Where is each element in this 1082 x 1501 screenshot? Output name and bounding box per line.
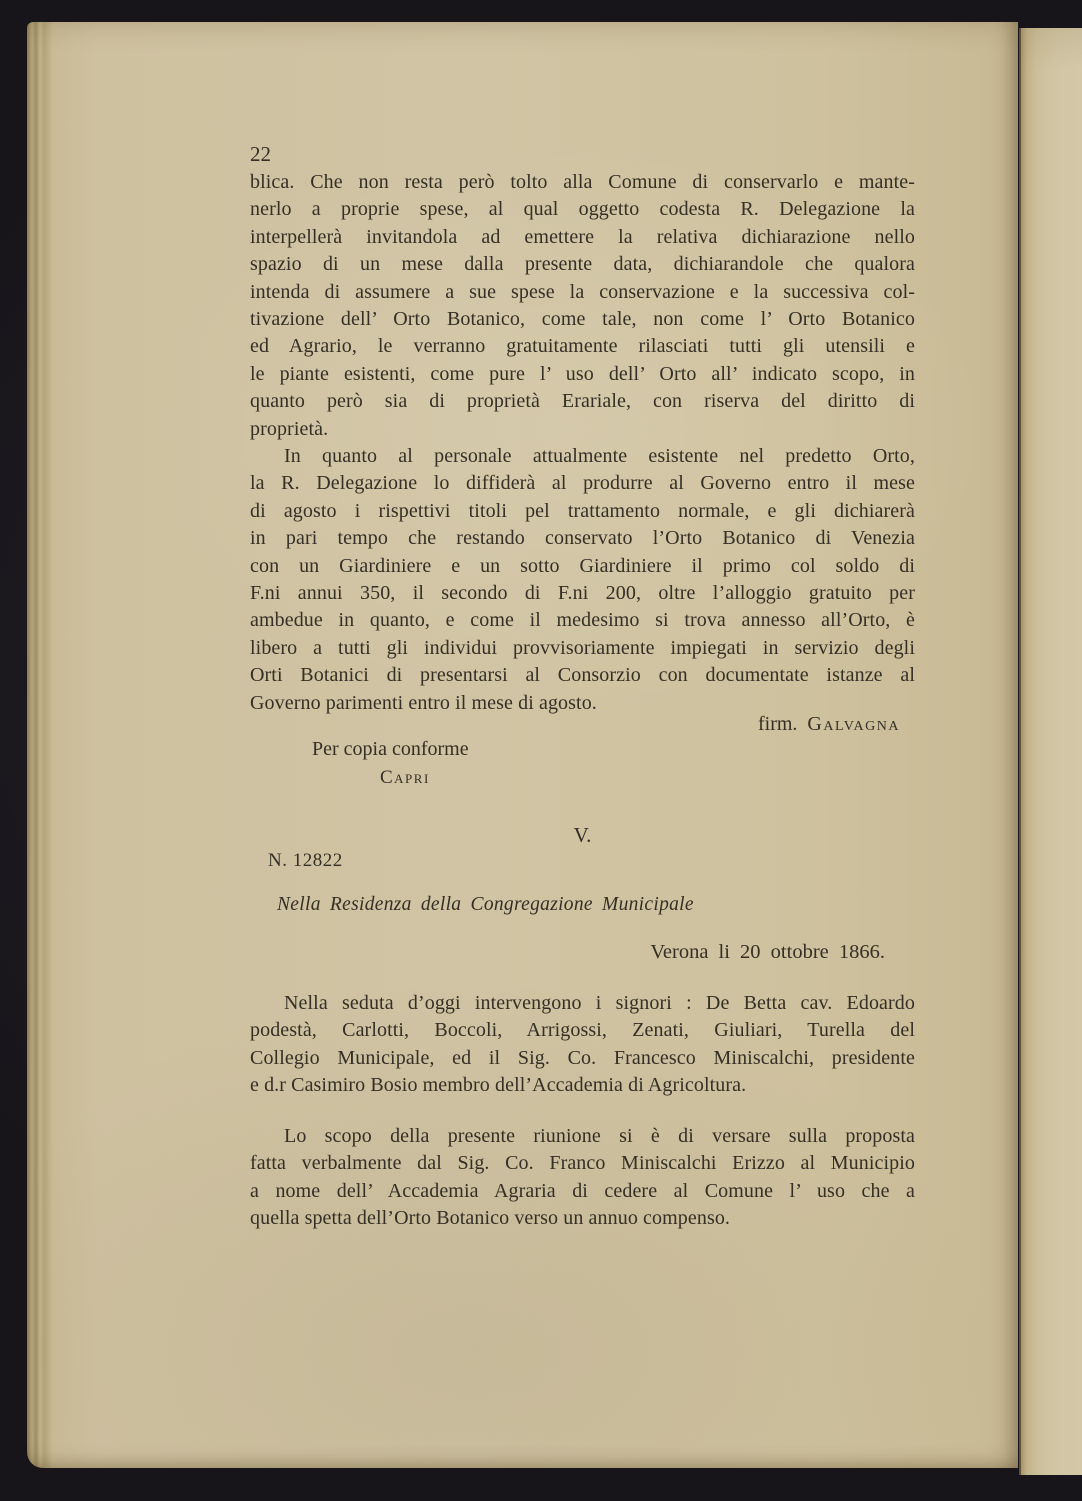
text-line: libero a tutti gli individui provvisoriamente impiegati in servizio degli bbox=[250, 636, 915, 659]
text-line: proprietà. bbox=[250, 417, 329, 440]
text-line: con un Giardiniere e un sotto Giardiniere il primo col soldo di bbox=[250, 554, 915, 577]
signature-line bbox=[250, 713, 915, 736]
signature-name: Galvagna bbox=[807, 713, 900, 735]
text-line: blica. Che non resta però tolto alla Comune di conservarlo e mante- bbox=[250, 171, 915, 193]
copy-conformity-note: Per copia conforme bbox=[312, 738, 469, 760]
paragraph-personnel bbox=[250, 443, 915, 717]
text-line: Collegio Municipale, ed il Sig. Co. Francesco Miniscalchi, presidente bbox=[250, 1046, 915, 1069]
text-line: Governo parimenti entro il mese di agosto. bbox=[250, 691, 597, 714]
section-heading: V. bbox=[573, 823, 592, 847]
signature-prefix: firm. bbox=[757, 713, 798, 735]
text-line: interpellerà invitandola ad emettere la relativa dichiarazione nello bbox=[250, 225, 915, 248]
text-line: le piante esistenti, come pure l’ uso dell’ Orto all’ indicato scopo, in bbox=[250, 362, 915, 385]
text-line: quella spetta dell’Orto Botanico verso un annuo compenso. bbox=[250, 1207, 731, 1230]
page-number: 22 bbox=[250, 142, 271, 166]
text-line: intenda di assumere a sue spese la conservazione e la successiva col- bbox=[250, 280, 915, 303]
protocol-number: N. 12822 bbox=[268, 850, 343, 871]
facing-page-edge bbox=[1019, 28, 1082, 1475]
paragraph-attendees bbox=[250, 990, 915, 1100]
venue-heading: Nella Residenza della Congregazione Municipale bbox=[277, 894, 694, 915]
text-line: ed Agrario, le verranno gratuitamente rilasciati tutti gli utensili e bbox=[250, 335, 915, 358]
paragraph-purpose bbox=[250, 1123, 915, 1233]
text-line: spazio di un mese dalla presente data, dichiarandole che qualora bbox=[250, 253, 915, 276]
text-line: tivazione dell’ Orto Botanico, come tale, non come l’ Orto Botanico bbox=[250, 308, 915, 331]
text-line: e d.r Casimiro Bosio membro dell’Accademia di Agricoltura. bbox=[250, 1074, 747, 1097]
text-line: di agosto i rispettivi titoli pel trattamento normale, e gli dichiarerà bbox=[250, 499, 915, 522]
text-line: fatta verbalmente dal Sig. Co. Franco Miniscalchi Erizzo al Municipio bbox=[250, 1152, 915, 1175]
text-line: Nella seduta d’oggi intervengono i signori : De Betta cav. Edoardo bbox=[284, 992, 915, 1014]
text-line: Orti Botanici di presentarsi al Consorzio con documentate istanze al bbox=[250, 664, 915, 687]
text-line: a nome dell’ Accademia Agraria di cedere al Comune l’ uso che a bbox=[250, 1179, 915, 1202]
copy-signer-name: Capri bbox=[380, 767, 430, 788]
book-page bbox=[27, 22, 1018, 1468]
text-line: Lo scopo della presente riunione si è di versare sulla proposta bbox=[284, 1125, 915, 1147]
dateline: Verona li 20 ottobre 1866. bbox=[650, 941, 885, 963]
text-line: la R. Delegazione lo diffiderà al produrre al Governo entro il mese bbox=[250, 472, 915, 495]
text-line: F.ni annui 350, il secondo di F.ni 200, oltre l’alloggio gratuito per bbox=[250, 582, 915, 605]
text-line: ambedue in quanto, e come il medesimo si trova annesso all’Orto, è bbox=[250, 609, 915, 632]
paragraph-continuation bbox=[250, 169, 915, 443]
text-line: podestà, Carlotti, Boccoli, Arrigossi, Zenati, Giuliari, Turella del bbox=[250, 1019, 915, 1042]
text-line: in pari tempo che restando conservato l’Orto Botanico di Venezia bbox=[250, 527, 915, 550]
text-line: In quanto al personale attualmente esistente nel predetto Orto, bbox=[284, 445, 915, 467]
text-line: nerlo a proprie spese, al qual oggetto codesta R. Delegazione la bbox=[250, 198, 915, 221]
text-line: quanto però sia di proprietà Erariale, con riserva del diritto di bbox=[250, 390, 915, 413]
